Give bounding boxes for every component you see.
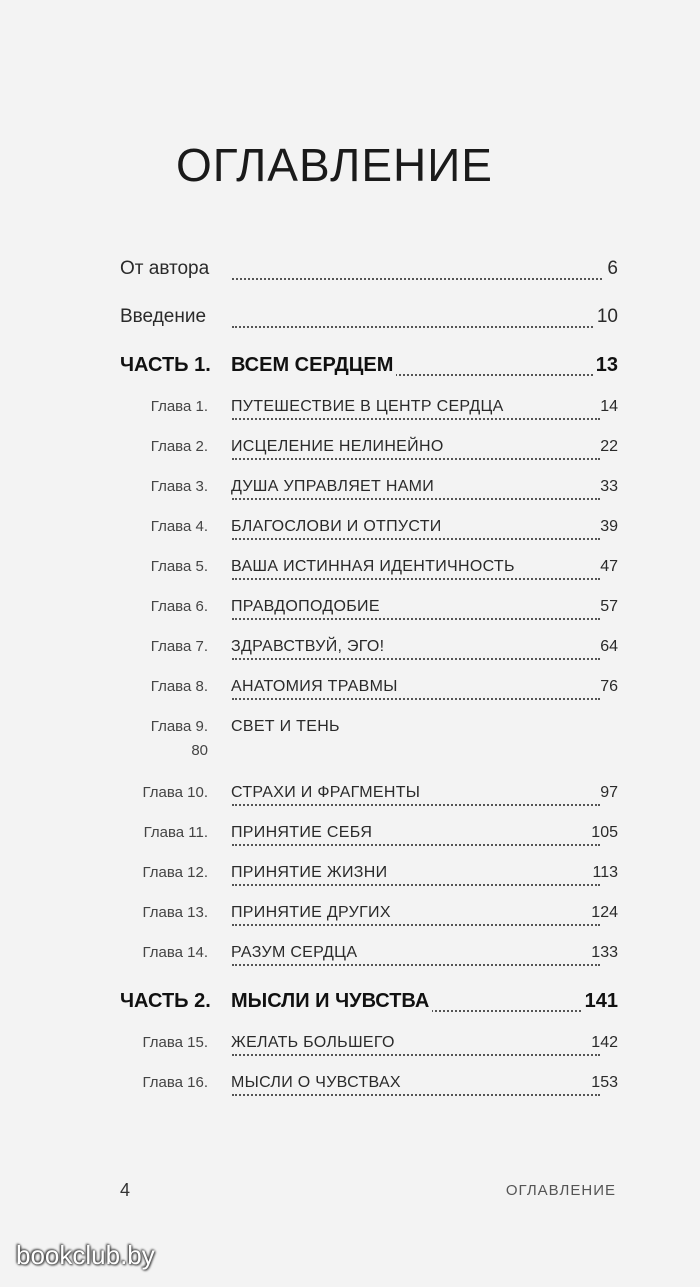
toc-part-2[interactable] — [0, 990, 700, 1018]
toc-chapter-number: Глава 16. — [142, 1074, 208, 1091]
toc-part-page: 141 — [582, 990, 618, 1013]
toc-chapter-number: Глава 13. — [142, 904, 208, 921]
toc-chapter-page: 113 — [589, 864, 618, 882]
watermark: bookclub.by — [16, 1240, 155, 1270]
toc-chapter-title: ПРИНЯТИЕ ДРУГИХ — [231, 904, 394, 922]
toc-part-1[interactable] — [0, 354, 700, 382]
toc-chapter-number: Глава 15. — [142, 1034, 208, 1051]
toc-chapter-page: 105 — [588, 824, 618, 842]
toc-chapter-title: ПРИНЯТИЕ ЖИЗНИ — [231, 864, 390, 882]
toc-chapter-9[interactable] — [0, 718, 700, 770]
toc-chapter-page: 14 — [597, 398, 618, 416]
toc-chapter-number: Глава 8. — [150, 678, 208, 695]
footer-running-title: ОГЛАВЛЕНИЕ — [505, 1182, 616, 1199]
toc-chapter-title: СВЕТ И ТЕНЬ — [231, 718, 343, 736]
toc-chapter-title: АНАТОМИЯ ТРАВМЫ — [231, 678, 401, 696]
toc-chapter-number: Глава 7. — [150, 638, 208, 655]
toc-chapter-number: Глава 3. — [150, 478, 208, 495]
toc-chapter-page: 76 — [597, 678, 618, 696]
toc-chapter-page: 47 — [597, 558, 618, 576]
toc-part-number: ЧАСТЬ 1. — [120, 354, 211, 376]
toc-part-title: МЫСЛИ И ЧУВСТВА — [231, 990, 432, 1013]
toc-chapter-title: ПРАВДОПОДОБИЕ — [231, 598, 383, 616]
toc-chapter-page: 124 — [588, 904, 618, 922]
toc-chapter-number: Глава 4. — [150, 518, 208, 535]
toc-chapter-page: 64 — [597, 638, 618, 656]
toc-entry-introduction[interactable] — [0, 306, 700, 334]
toc-chapter-number: Глава 11. — [143, 824, 208, 841]
toc-chapter-14[interactable] — [0, 944, 700, 972]
toc-chapter-page: 133 — [588, 944, 618, 962]
toc-chapter-page: 142 — [588, 1034, 618, 1052]
toc-entry-page: 6 — [604, 258, 618, 280]
toc-part-title: ВСЕМ СЕРДЦЕМ — [231, 354, 396, 377]
toc-chapter-12[interactable] — [0, 864, 700, 892]
toc-chapter-5[interactable] — [0, 558, 700, 586]
toc-chapter-3[interactable] — [0, 478, 700, 506]
toc-part-number: ЧАСТЬ 2. — [120, 990, 211, 1012]
toc-chapter-title: МЫСЛИ О ЧУВСТВАХ — [231, 1074, 404, 1092]
toc-chapter-page: 80 — [191, 742, 208, 759]
toc-chapter-15[interactable] — [0, 1034, 700, 1062]
toc-chapter-title: РАЗУМ СЕРДЦА — [231, 944, 360, 962]
footer-page-number: 4 — [120, 1180, 131, 1200]
toc-chapter-4[interactable] — [0, 518, 700, 546]
toc-chapter-number: Глава 9. — [150, 718, 208, 735]
toc-chapter-title: ЗДРАВСТВУЙ, ЭГО! — [231, 638, 387, 656]
toc-chapter-10[interactable] — [0, 784, 700, 812]
toc-chapter-number: Глава 2. — [150, 438, 208, 455]
toc-chapter-title: ВАША ИСТИННАЯ ИДЕНТИЧНОСТЬ — [231, 558, 518, 576]
toc-chapter-title: ЖЕЛАТЬ БОЛЬШЕГО — [231, 1034, 398, 1052]
toc-chapter-page: 22 — [597, 438, 618, 456]
toc-chapter-8[interactable] — [0, 678, 700, 706]
toc-chapter-title: ПУТЕШЕСТВИЕ В ЦЕНТР СЕРДЦА — [231, 398, 507, 416]
toc-chapter-title: ПРИНЯТИЕ СЕБЯ — [231, 824, 375, 842]
toc-entry-from-author[interactable] — [0, 258, 700, 286]
toc-chapter-number: Глава 14. — [142, 944, 208, 961]
toc-chapter-number: Глава 1. — [150, 398, 208, 415]
toc-chapter-number: Глава 10. — [142, 784, 208, 801]
page-title: ОГЛАВЛЕНИЕ — [176, 139, 493, 191]
toc-chapter-page: 33 — [597, 478, 618, 496]
toc-chapter-page: 97 — [597, 784, 618, 802]
toc-chapter-13[interactable] — [0, 904, 700, 932]
dot-leader — [232, 306, 604, 334]
toc-chapter-title: БЛАГОСЛОВИ И ОТПУСТИ — [231, 518, 445, 536]
toc-chapter-number: Глава 6. — [150, 598, 208, 615]
toc-chapter-title: ДУША УПРАВЛЯЕТ НАМИ — [231, 478, 437, 496]
toc-chapter-2[interactable] — [0, 438, 700, 466]
toc-entry-title: Введение — [120, 306, 209, 328]
toc-chapter-11[interactable] — [0, 824, 700, 852]
toc-chapter-16[interactable] — [0, 1074, 700, 1102]
toc-chapter-7[interactable] — [0, 638, 700, 666]
toc-chapter-number: Глава 5. — [150, 558, 208, 575]
toc-chapter-title: ИСЦЕЛЕНИЕ НЕЛИНЕЙНО — [231, 438, 447, 456]
toc-chapter-number: Глава 12. — [142, 864, 208, 881]
dot-leader — [232, 258, 610, 286]
toc-chapter-page: 57 — [597, 598, 618, 616]
toc-chapter-page: 39 — [597, 518, 618, 536]
toc-part-page: 13 — [593, 354, 618, 377]
toc-chapter-title: СТРАХИ И ФРАГМЕНТЫ — [231, 784, 423, 802]
toc-chapter-6[interactable] — [0, 598, 700, 626]
toc-chapter-page: 153 — [588, 1074, 618, 1092]
toc-chapter-1[interactable] — [0, 398, 700, 426]
toc-entry-title: От автора — [120, 258, 212, 280]
toc-entry-page: 10 — [594, 306, 618, 328]
